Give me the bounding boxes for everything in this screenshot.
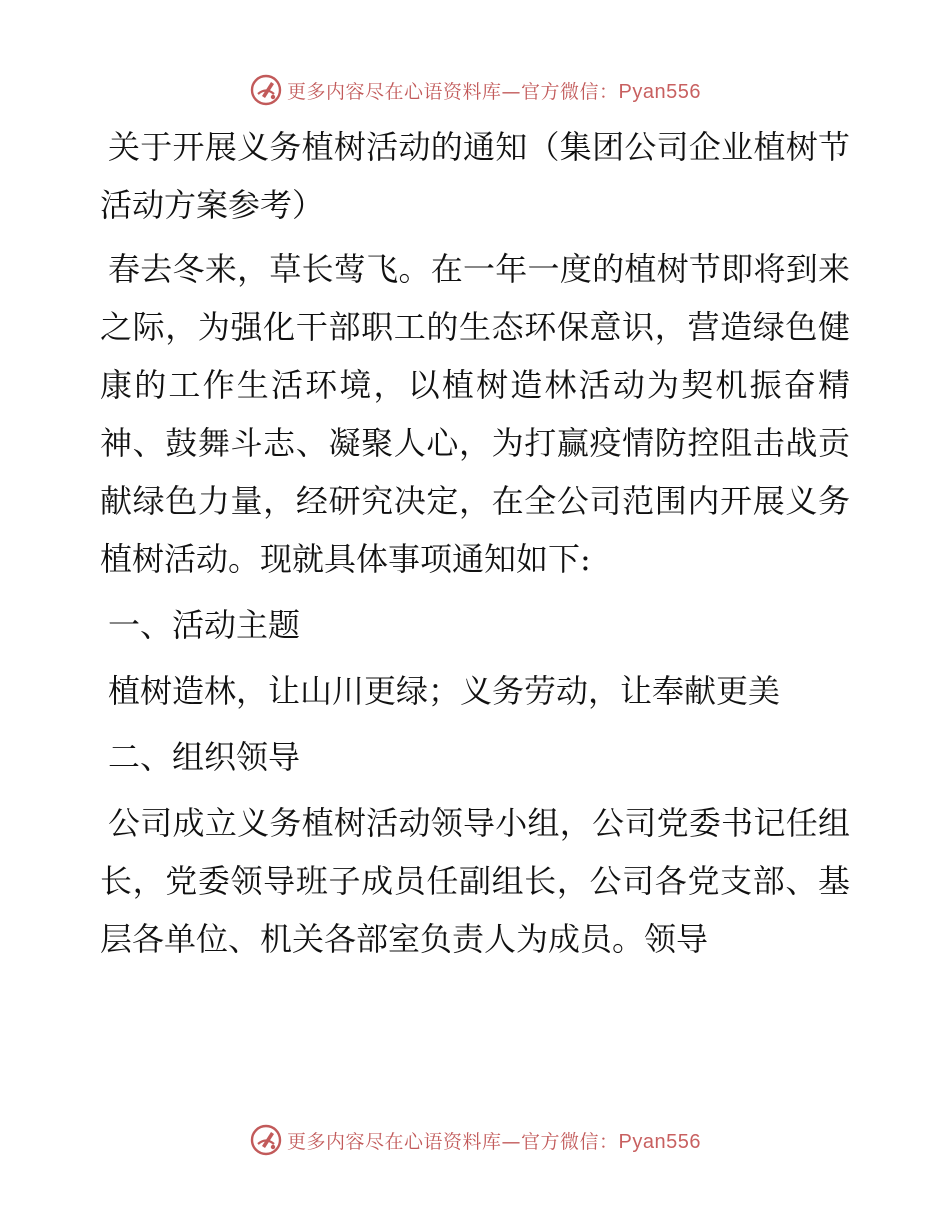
section-body-theme: 植树造林，让山川更绿；义务劳动，让奉献更美: [108, 672, 781, 710]
footer-watermark: [0, 1120, 950, 1160]
intro-paragraph: 春去冬来，草长莺飞。在一年一度的植树节即将到来之际，为强化干部职工的生态环保意识，营造绿色健康的工作生活环境，以植树造林活动为契机振奋精神、鼓舞斗志、凝聚人心，为打赢疫情防控阻击战贡献绿色力量，经研究决定，在全公司范围内开展义务植树活动。现就具体事项通知如下:: [100, 250, 850, 578]
watermark-prefix: 更多内容尽在心语资料库—官方微信：: [287, 80, 619, 103]
watermark-wechat-id: Pyan556: [618, 1130, 701, 1153]
book-pen-logo-icon: [249, 73, 283, 107]
section-body-organization: 公司成立义务植树活动领导小组，公司党委书记任组长，党委领导班子成员任副组长，公司各党支部、基层各单位、机关各部室负责人为成员。领导: [100, 804, 850, 958]
watermark-prefix: 更多内容尽在心语资料库—官方微信：: [287, 1130, 619, 1153]
section-heading-theme: 一、活动主题: [108, 606, 301, 644]
watermark-wechat-id: Pyan556: [618, 80, 701, 103]
book-pen-logo-icon: [249, 1123, 283, 1157]
watermark-text: [287, 1127, 701, 1154]
document-body: [100, 118, 850, 968]
header-watermark: [0, 70, 950, 110]
section-heading-organization: 二、组织领导: [108, 738, 301, 776]
document-title: 关于开展义务植树活动的通知（集团公司企业植树节活动方案参考）: [100, 128, 850, 224]
watermark-text: [287, 77, 701, 104]
